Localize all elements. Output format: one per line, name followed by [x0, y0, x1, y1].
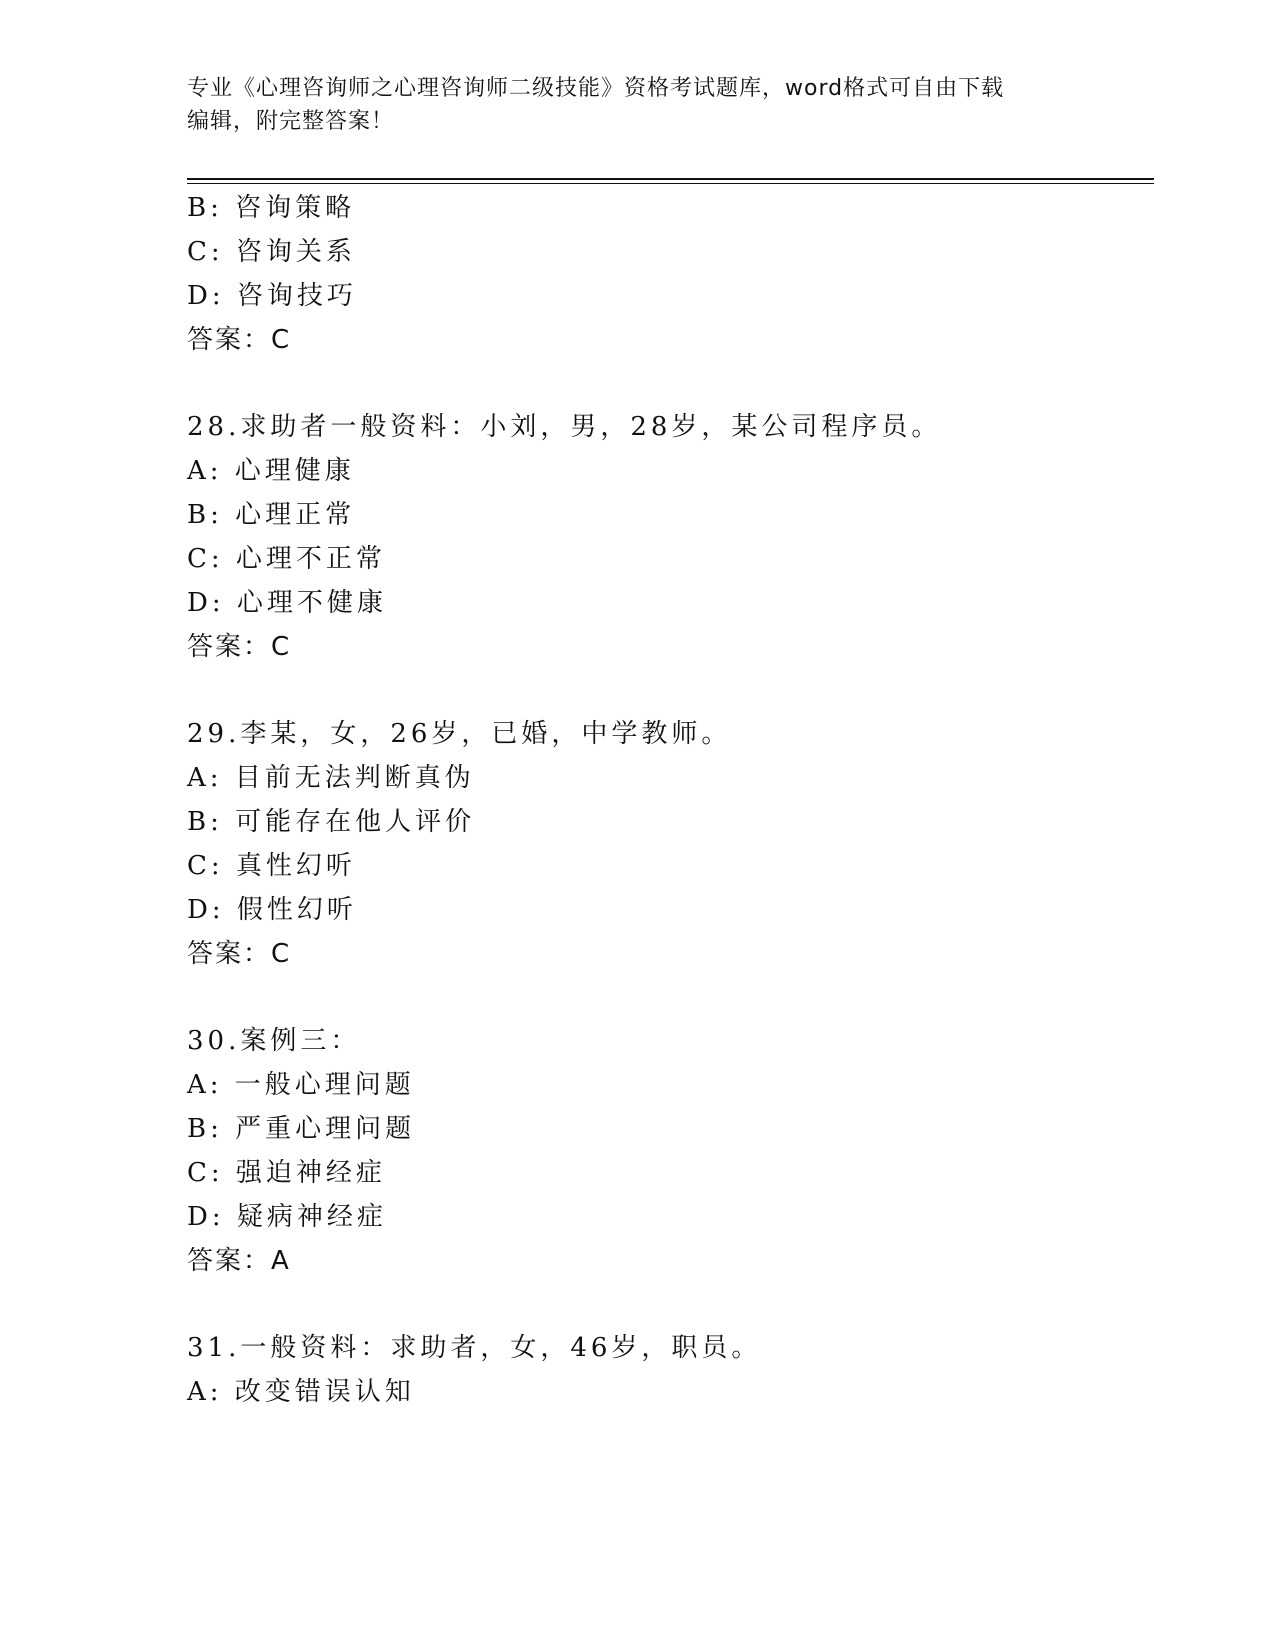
document-header	[187, 72, 1087, 138]
answer: 答案：C	[187, 632, 292, 662]
option-c: C: 真性幻听	[187, 851, 356, 881]
header-line-2: 编辑，附完整答案！	[187, 109, 395, 134]
option-b: B: 心理正常	[187, 500, 356, 530]
option-c: C: 咨询关系	[187, 237, 356, 267]
option-b: B: 严重心理问题	[187, 1114, 416, 1144]
header-rule-thick	[187, 178, 1154, 180]
option-b: B: 咨询策略	[187, 193, 356, 223]
question-stem: 30.案例三：	[187, 1026, 361, 1056]
header-rule-thin	[187, 183, 1154, 184]
answer: 答案：C	[187, 939, 292, 969]
option-d: D: 心理不健康	[187, 588, 387, 618]
option-a: A: 目前无法判断真伪	[187, 763, 475, 793]
option-d: D: 疑病神经症	[187, 1202, 387, 1232]
header-line-1: 专业《心理咨询师之心理咨询师二级技能》资格考试题库，word格式可自由下载	[187, 76, 1005, 101]
question-stem: 29.李某，女，26岁，已婚，中学教师。	[187, 719, 732, 749]
question-stem: 28.求助者一般资料：小刘，男，28岁，某公司程序员。	[187, 412, 942, 442]
option-d: D: 咨询技巧	[187, 281, 357, 311]
option-b: B: 可能存在他人评价	[187, 807, 476, 837]
option-a: A: 心理健康	[187, 456, 355, 486]
option-a: A: 一般心理问题	[187, 1070, 415, 1100]
option-d: D: 假性幻听	[187, 895, 357, 925]
option-c: C: 强迫神经症	[187, 1158, 386, 1188]
answer: 答案：C	[187, 325, 292, 355]
question-stem: 31.一般资料：求助者，女，46岁，职员。	[187, 1333, 762, 1363]
answer: 答案：A	[187, 1246, 291, 1276]
option-c: C: 心理不正常	[187, 544, 386, 574]
option-a: A: 改变错误认知	[187, 1377, 415, 1407]
